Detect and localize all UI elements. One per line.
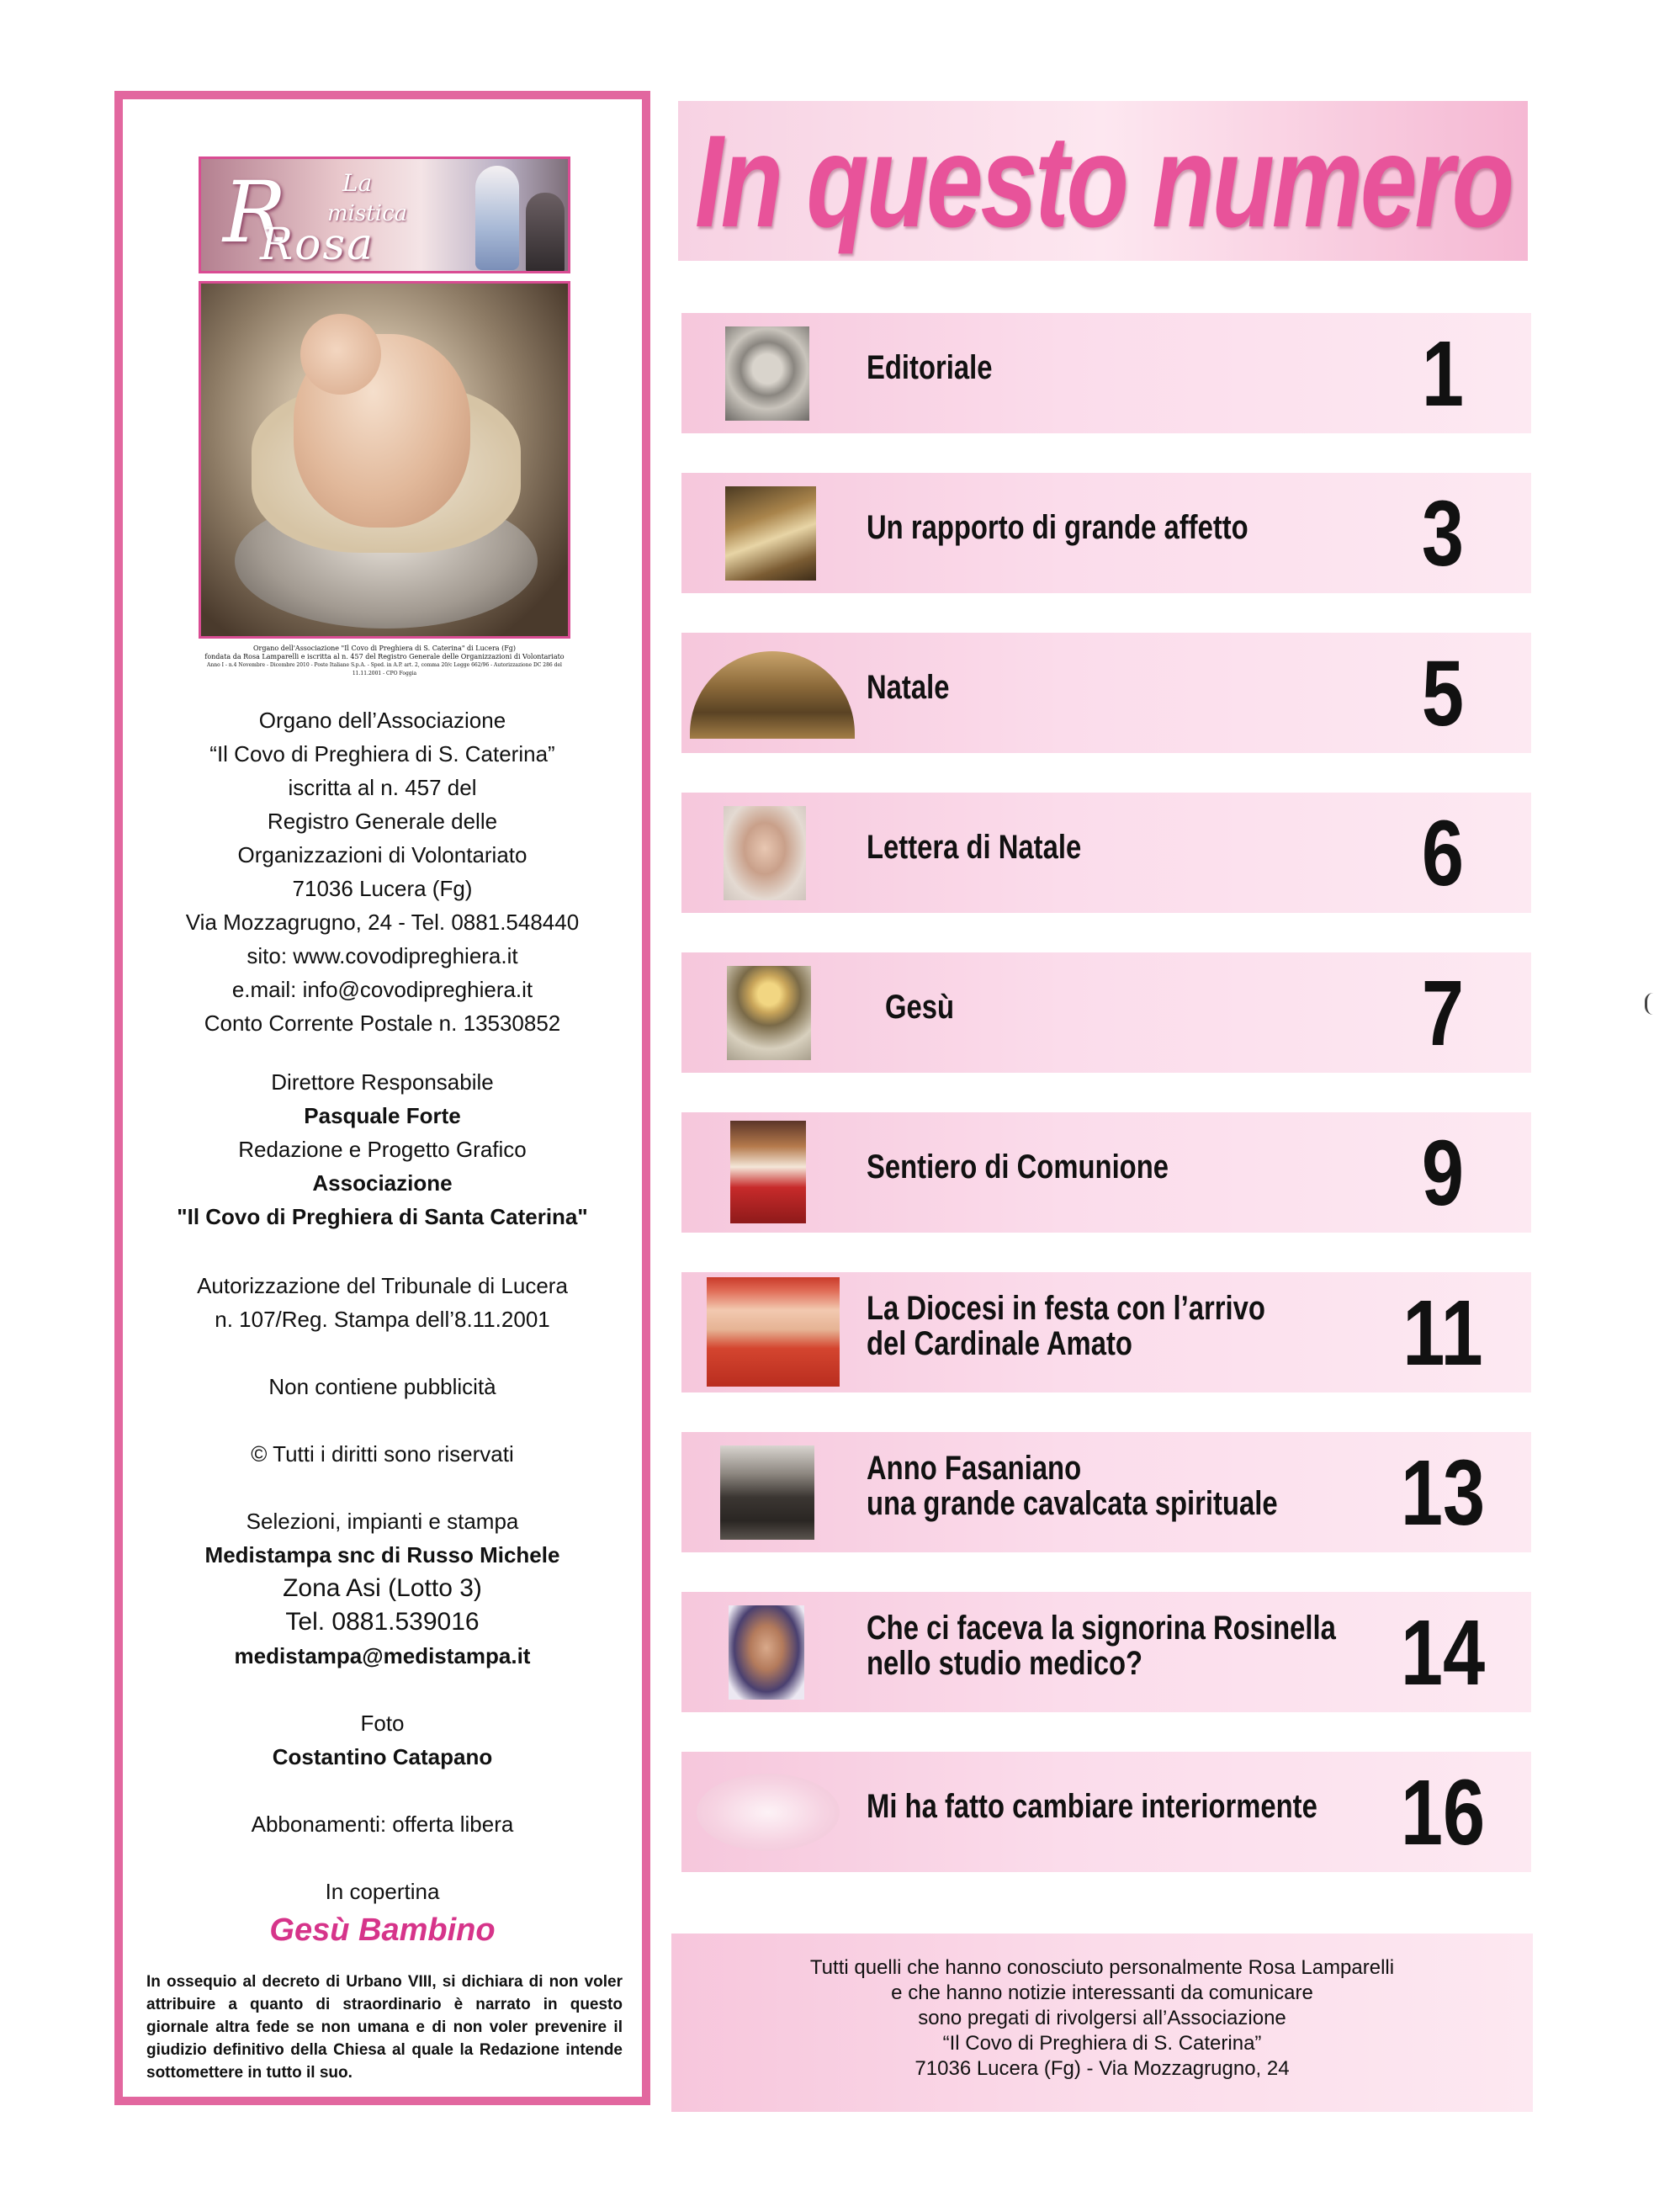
- toc-title: Editoriale: [867, 349, 993, 386]
- imprint-panel: [114, 91, 650, 2105]
- toc-title-line1: Anno Fasaniano: [867, 1450, 1082, 1487]
- toc-title: Mi ha fatto cambiare interiormente: [867, 1788, 1317, 1825]
- editorial-credits: [123, 1065, 642, 1233]
- portrait-thumbnail-icon: [725, 326, 809, 421]
- toc-title: Lettera di Natale: [867, 829, 1082, 866]
- imprint-line: iscritta al n. 457 del: [288, 775, 477, 800]
- cover-photo: [199, 281, 570, 639]
- toc-row[interactable]: [681, 793, 1531, 913]
- cover-caption-line2: fondata da Rosa Lamparelli e iscritta al n. 457 del Registro Generale delle Organizzazioni di Volontariato: [204, 653, 565, 660]
- toc-page-number: 5: [1421, 642, 1465, 745]
- toc-title: [867, 1610, 1336, 1681]
- subscriptions-note: Abbonamenti: offerta libera: [251, 1812, 514, 1837]
- appeal-line: sono pregati di rivolgersi all’Associazione: [918, 2007, 1286, 2029]
- appeal-line: e che hanno notizie interessanti da comunicare: [891, 1981, 1313, 2004]
- editorial-org-1: Associazione: [312, 1170, 453, 1196]
- toc-row[interactable]: [681, 1272, 1531, 1392]
- toc-row[interactable]: [681, 313, 1531, 433]
- statue-thumbnail-icon: [720, 1445, 814, 1540]
- page-title: In questo numero: [695, 109, 1512, 255]
- toc-page-number: 1: [1421, 322, 1465, 426]
- logo-text-rosa: Rosa: [260, 220, 375, 270]
- margin-mark: [1645, 993, 1654, 1015]
- nativity-fresco-thumbnail-icon: [690, 651, 855, 739]
- nun-figure-icon: [526, 193, 565, 273]
- court-authorization: [123, 1269, 642, 1336]
- toc-row[interactable]: [681, 1592, 1531, 1712]
- toc-row[interactable]: [681, 1112, 1531, 1233]
- cover-label: In copertina: [325, 1879, 440, 1904]
- toc-page-number: 13: [1400, 1441, 1486, 1545]
- toc-page-number: 9: [1421, 1122, 1465, 1225]
- imprint-line: Organizzazioni di Volontariato: [237, 842, 527, 867]
- logo-text-la: La: [342, 169, 373, 197]
- toc-title-line2: del Cardinale Amato: [867, 1325, 1132, 1362]
- director-label: Direttore Responsabile: [271, 1069, 494, 1095]
- editorial-org-2: "Il Covo di Preghiera di Santa Caterina": [177, 1204, 588, 1229]
- imprint-line: Conto Corrente Postale n. 13530852: [204, 1011, 561, 1036]
- toc-title: Sentiero di Comunione: [867, 1148, 1169, 1186]
- toc-page-number: 3: [1421, 482, 1465, 586]
- title-banner: [678, 101, 1528, 261]
- toc-title: [867, 1451, 1278, 1521]
- cardinal-thumbnail-icon: [707, 1277, 840, 1387]
- imprint-email[interactable]: e.mail: info@covodipreghiera.it: [231, 977, 533, 1002]
- bishop-thumbnail-icon: [730, 1121, 806, 1223]
- disclaimer: In ossequio al decreto di Urbano VIII, si dichiara di non voler attribuire a quanto di straordinario è narrato in questo giornale altra fede se non umana e di non voler prevenire il giudizio definitivo della Chiesa al quale la Redazione intende sottomettere in tutto il suo.: [146, 1973, 623, 2082]
- toc-title-line1: La Diocesi in festa con l’arrivo: [867, 1290, 1265, 1327]
- director-name: Pasquale Forte: [304, 1103, 461, 1128]
- imprint-line: Organo dell’Associazione: [258, 708, 506, 733]
- toc-row[interactable]: [681, 1752, 1531, 1872]
- cover-caption-line1: Organo dell'Associazione "Il Covo di Preghiera di S. Caterina" di Lucera (Fg): [252, 645, 517, 652]
- toc-page-number: 11: [1402, 1281, 1483, 1385]
- logo-text-mistica: mistica: [327, 201, 408, 226]
- jesus-painting-thumbnail-icon: [725, 486, 816, 581]
- printer-label: Selezioni, impianti e stampa: [246, 1509, 519, 1534]
- toc-row[interactable]: [681, 1432, 1531, 1552]
- toc-title: [867, 1291, 1265, 1361]
- photo-credit: [123, 1706, 642, 1774]
- child-head: [300, 314, 381, 395]
- cover-caption-line3: Anno I - n.4 Novembre - Dicembre 2010 - Poste Italiane S.p.A. - Sped. in A.P. art. 2, comma 20/c Legge 662/96 - Autorizzazione DC 286 del 11.11.2001 - CPO Foggia: [207, 662, 562, 676]
- rosa-logo-thumbnail-icon: [697, 1774, 840, 1851]
- photo-name: Costantino Catapano: [272, 1744, 493, 1769]
- rights-notice: © Tutti i diritti sono riservati: [251, 1441, 514, 1467]
- imprint-line: Registro Generale delle: [267, 809, 498, 834]
- toc-title-line1: Che ci faceva la signorina Rosinella: [867, 1610, 1336, 1647]
- imprint-line: 71036 Lucera (Fg): [292, 876, 473, 901]
- cover-caption: [199, 645, 570, 678]
- appeal-text: [671, 1955, 1533, 2082]
- editorial-label: Redazione e Progetto Grafico: [238, 1137, 527, 1162]
- rosa-portrait-thumbnail-icon: [729, 1605, 804, 1700]
- photo-label: Foto: [360, 1711, 405, 1736]
- toc-page-number: 6: [1421, 802, 1465, 905]
- printer-address: Zona Asi (Lotto 3): [283, 1574, 482, 1602]
- logo-initial: R: [223, 163, 287, 262]
- printer-credits: [123, 1504, 642, 1673]
- printer-name: Medistampa snc di Russo Michele: [204, 1542, 560, 1567]
- no-ads-notice: Non contiene pubblicità: [268, 1374, 496, 1399]
- toc-page-number: 16: [1400, 1761, 1486, 1865]
- angel-thumbnail-icon: [724, 806, 806, 900]
- appeal-line: Tutti quelli che hanno conosciuto personalmente Rosa Lamparelli: [809, 1956, 1395, 1979]
- imprint-website[interactable]: sito: www.covodipreghiera.it: [247, 943, 518, 968]
- saint-thumbnail-icon: [727, 966, 811, 1060]
- appeal-line: “Il Covo di Preghiera di S. Caterina”: [942, 2032, 1262, 2055]
- appeal-line: 71036 Lucera (Fg) - Via Mozzagrugno, 24: [914, 2057, 1290, 2080]
- imprint-address: [123, 703, 642, 1040]
- imprint-line: Via Mozzagrugno, 24 - Tel. 0881.548440: [185, 910, 580, 935]
- toc-title: Un rapporto di grande affetto: [867, 509, 1248, 546]
- cover-subject: Gesù Bambino: [269, 1912, 496, 1948]
- imprint-line: “Il Covo di Preghiera di S. Caterina”: [209, 741, 555, 767]
- authorization-line1: Autorizzazione del Tribunale di Lucera: [197, 1273, 568, 1298]
- toc-page-number: 7: [1421, 962, 1465, 1065]
- masthead-logo: [199, 156, 570, 273]
- toc-row[interactable]: [681, 473, 1531, 593]
- printer-phone: Tel. 0881.539016: [285, 1608, 480, 1636]
- toc-title: Natale: [867, 669, 950, 706]
- toc-row[interactable]: [681, 633, 1531, 753]
- toc-page-number: 14: [1400, 1601, 1486, 1705]
- toc-row[interactable]: [681, 952, 1531, 1073]
- authorization-line2: n. 107/Reg. Stampa dell’8.11.2001: [215, 1307, 550, 1332]
- printer-email[interactable]: medistampa@medistampa.it: [234, 1643, 531, 1668]
- madonna-figure-icon: [475, 166, 519, 270]
- toc-title-line2: una grande cavalcata spirituale: [867, 1485, 1278, 1522]
- toc-title: Gesù: [885, 989, 955, 1026]
- toc-title-line2: nello studio medico?: [867, 1645, 1143, 1682]
- appeal-box: [671, 1934, 1533, 2112]
